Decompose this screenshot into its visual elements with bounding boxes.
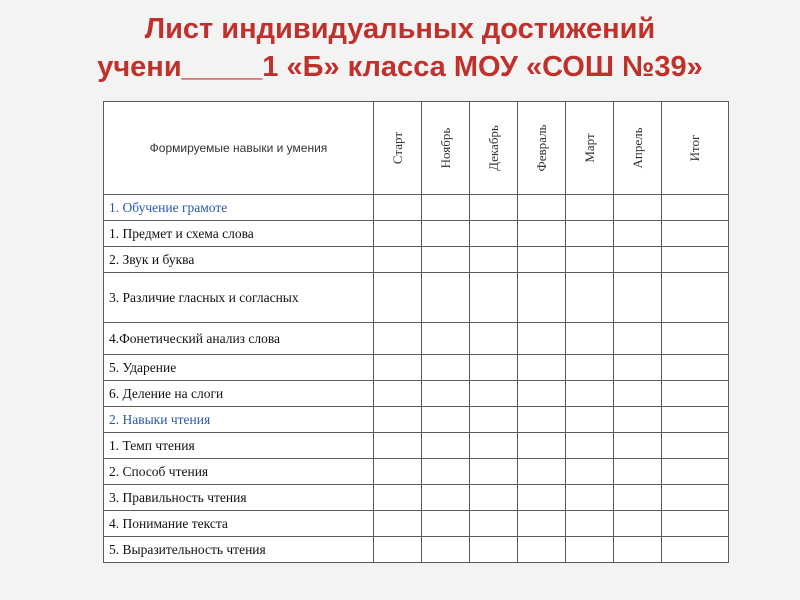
grade-cell[interactable] bbox=[566, 459, 614, 485]
grade-cell[interactable] bbox=[518, 195, 566, 221]
grade-cell[interactable] bbox=[614, 433, 662, 459]
grade-cell[interactable] bbox=[614, 273, 662, 323]
grade-cell[interactable] bbox=[374, 273, 422, 323]
table-row bbox=[104, 273, 729, 323]
grade-cell[interactable] bbox=[614, 355, 662, 381]
grade-cell[interactable] bbox=[422, 381, 470, 407]
month-header bbox=[470, 102, 518, 195]
grade-cell[interactable] bbox=[566, 485, 614, 511]
table-row bbox=[104, 221, 729, 247]
grade-cell[interactable] bbox=[518, 459, 566, 485]
grade-cell[interactable] bbox=[566, 407, 614, 433]
month-label: Декабрь bbox=[485, 125, 501, 171]
month-header bbox=[662, 102, 729, 195]
month-label: Ноябрь bbox=[437, 127, 453, 169]
month-label: Итог bbox=[687, 134, 702, 162]
grade-cell[interactable] bbox=[470, 221, 518, 247]
table-row bbox=[104, 511, 729, 537]
grade-cell[interactable] bbox=[614, 485, 662, 511]
grade-cell[interactable] bbox=[566, 433, 614, 459]
grade-cell[interactable] bbox=[518, 221, 566, 247]
grade-cell[interactable] bbox=[614, 459, 662, 485]
grade-cell[interactable] bbox=[422, 511, 470, 537]
grade-cell[interactable] bbox=[518, 511, 566, 537]
page-title bbox=[0, 10, 800, 86]
grade-cell[interactable] bbox=[662, 323, 729, 355]
table-row bbox=[104, 459, 729, 485]
grade-cell[interactable] bbox=[422, 323, 470, 355]
grade-cell[interactable] bbox=[374, 407, 422, 433]
month-label: Старт bbox=[389, 131, 405, 165]
grade-cell[interactable] bbox=[470, 537, 518, 563]
skill-label: 3. Правильность чтения bbox=[104, 485, 374, 511]
grade-cell[interactable] bbox=[422, 221, 470, 247]
grade-cell[interactable] bbox=[470, 485, 518, 511]
grade-cell[interactable] bbox=[518, 323, 566, 355]
title-line-1: Лист индивидуальных достижений bbox=[144, 13, 656, 45]
table-row bbox=[104, 537, 729, 563]
grade-cell[interactable] bbox=[662, 247, 729, 273]
skill-label: 4. Понимание текста bbox=[104, 511, 374, 537]
grade-cell[interactable] bbox=[566, 355, 614, 381]
grade-cell[interactable] bbox=[662, 511, 729, 537]
skill-label: 1. Темп чтения bbox=[104, 433, 374, 459]
grade-cell[interactable] bbox=[662, 485, 729, 511]
grade-cell[interactable] bbox=[470, 323, 518, 355]
month-header bbox=[422, 102, 470, 195]
table-row bbox=[104, 247, 729, 273]
grade-cell[interactable] bbox=[566, 381, 614, 407]
grade-cell[interactable] bbox=[662, 273, 729, 323]
grade-cell[interactable] bbox=[470, 459, 518, 485]
grade-cell[interactable] bbox=[422, 247, 470, 273]
grade-cell[interactable] bbox=[374, 511, 422, 537]
grade-cell[interactable] bbox=[374, 355, 422, 381]
grade-cell[interactable] bbox=[470, 355, 518, 381]
grade-cell[interactable] bbox=[566, 273, 614, 323]
grade-cell[interactable] bbox=[470, 381, 518, 407]
skill-label: 1. Обучение грамоте bbox=[104, 195, 374, 221]
grade-cell[interactable] bbox=[422, 273, 470, 323]
table-row bbox=[104, 485, 729, 511]
grade-cell[interactable] bbox=[566, 511, 614, 537]
grade-cell[interactable] bbox=[614, 381, 662, 407]
grade-cell[interactable] bbox=[518, 381, 566, 407]
grade-cell[interactable] bbox=[374, 485, 422, 511]
skill-label: 2. Звук и буква bbox=[104, 247, 374, 273]
grade-cell[interactable] bbox=[614, 195, 662, 221]
grade-cell[interactable] bbox=[566, 195, 614, 221]
grade-cell[interactable] bbox=[470, 433, 518, 459]
skill-label: 3. Различие гласных и согласных bbox=[104, 273, 374, 323]
grade-cell[interactable] bbox=[662, 355, 729, 381]
section-row bbox=[104, 195, 729, 221]
grade-cell[interactable] bbox=[614, 537, 662, 563]
grade-cell[interactable] bbox=[374, 381, 422, 407]
grade-cell[interactable] bbox=[518, 273, 566, 323]
grade-cell[interactable] bbox=[614, 407, 662, 433]
grade-cell[interactable] bbox=[518, 247, 566, 273]
table-row bbox=[104, 355, 729, 381]
grade-cell[interactable] bbox=[374, 537, 422, 563]
grade-cell[interactable] bbox=[422, 433, 470, 459]
achievements-table bbox=[103, 101, 729, 563]
month-label: Апрель bbox=[629, 127, 645, 169]
table-row bbox=[104, 323, 729, 355]
grade-cell[interactable] bbox=[662, 459, 729, 485]
month-label: Март bbox=[581, 133, 597, 163]
grade-cell[interactable] bbox=[422, 355, 470, 381]
grade-cell[interactable] bbox=[518, 433, 566, 459]
grade-cell[interactable] bbox=[422, 407, 470, 433]
skill-label: 2. Способ чтения bbox=[104, 459, 374, 485]
grade-cell[interactable] bbox=[662, 195, 729, 221]
skill-label: 5. Выразительность чтения bbox=[104, 537, 374, 563]
grade-cell[interactable] bbox=[518, 355, 566, 381]
month-label: Февраль bbox=[533, 124, 549, 172]
skills-header: Формируемые навыки и умения bbox=[104, 102, 374, 195]
grade-cell[interactable] bbox=[518, 485, 566, 511]
grade-cell[interactable] bbox=[518, 407, 566, 433]
grade-cell[interactable] bbox=[566, 323, 614, 355]
skill-label: 1. Предмет и схема слова bbox=[104, 221, 374, 247]
grade-cell[interactable] bbox=[662, 537, 729, 563]
grade-cell[interactable] bbox=[614, 221, 662, 247]
grade-cell[interactable] bbox=[374, 433, 422, 459]
header-row bbox=[104, 102, 729, 195]
grade-cell[interactable] bbox=[518, 537, 566, 563]
month-header bbox=[566, 102, 614, 195]
grade-cell[interactable] bbox=[470, 407, 518, 433]
grade-cell[interactable] bbox=[374, 221, 422, 247]
grade-cell[interactable] bbox=[470, 195, 518, 221]
grade-cell[interactable] bbox=[422, 537, 470, 563]
grade-cell[interactable] bbox=[614, 323, 662, 355]
title-line-2: учени_____1 «Б» класса МОУ «СОШ №39» bbox=[97, 51, 703, 83]
grade-cell[interactable] bbox=[566, 247, 614, 273]
skill-label: 5. Ударение bbox=[104, 355, 374, 381]
skill-label: 4.Фонетический анализ слова bbox=[104, 323, 374, 355]
table-row bbox=[104, 433, 729, 459]
skill-label: 2. Навыки чтения bbox=[104, 407, 374, 433]
skill-label: 6. Деление на слоги bbox=[104, 381, 374, 407]
grade-cell[interactable] bbox=[614, 247, 662, 273]
grade-cell[interactable] bbox=[374, 195, 422, 221]
grade-cell[interactable] bbox=[662, 221, 729, 247]
grade-cell[interactable] bbox=[662, 407, 729, 433]
grade-cell[interactable] bbox=[614, 511, 662, 537]
grade-cell[interactable] bbox=[422, 485, 470, 511]
table-row bbox=[104, 381, 729, 407]
grade-cell[interactable] bbox=[470, 273, 518, 323]
grade-cell[interactable] bbox=[374, 323, 422, 355]
grade-cell[interactable] bbox=[422, 195, 470, 221]
grade-cell[interactable] bbox=[470, 247, 518, 273]
month-header bbox=[374, 102, 422, 195]
grade-cell[interactable] bbox=[662, 433, 729, 459]
grade-cell[interactable] bbox=[566, 221, 614, 247]
grade-cell[interactable] bbox=[662, 381, 729, 407]
section-row bbox=[104, 407, 729, 433]
grade-cell[interactable] bbox=[566, 537, 614, 563]
month-header bbox=[518, 102, 566, 195]
month-header bbox=[614, 102, 662, 195]
grade-cell[interactable] bbox=[422, 459, 470, 485]
grade-cell[interactable] bbox=[374, 247, 422, 273]
grade-cell[interactable] bbox=[470, 511, 518, 537]
grade-cell[interactable] bbox=[374, 459, 422, 485]
